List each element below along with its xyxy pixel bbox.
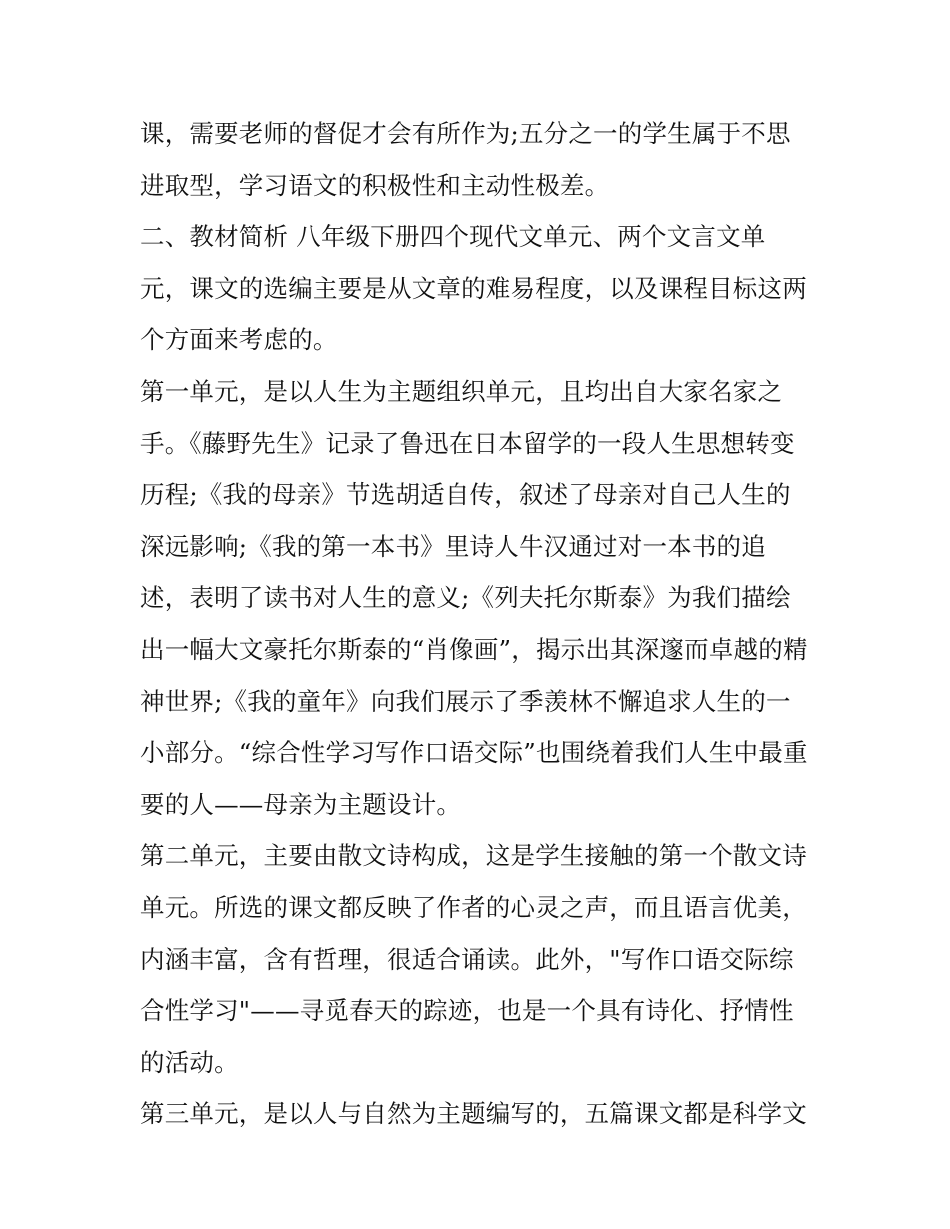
text-line: 进取型，学习语文的积极性和主动性极差。 — [140, 170, 610, 200]
text-line: 课，需要老师的督促才会有所作为;五分之一的学生属于不思 — [140, 119, 791, 148]
text-line: 合性学习"——寻觅春天的踪迹，也是一个具有诗化、抒情性 — [140, 996, 794, 1026]
text-line: 的活动。 — [140, 1047, 239, 1077]
text-line: 手。《藤野先生》记录了鲁迅在日本留学的一段人生思想转变 — [140, 428, 795, 458]
text-line: 小部分。“综合性学习写作口语交际”也围绕着我们人生中最重 — [140, 738, 808, 768]
text-line: 元，课文的选编主要是从文章的难易程度，以及课程目标这两 — [140, 273, 807, 303]
text-line: 第一单元，是以人生为主题组织单元，且均出自大家名家之 — [140, 376, 783, 406]
text-line: 神世界;《我的童年》向我们展示了季羡林不懈追求人生的一 — [140, 686, 791, 716]
body-text — [140, 108, 820, 1140]
text-line: 单元。所选的课文都反映了作者的心灵之声，而且语言优美， — [140, 892, 807, 922]
text-line: 深远影响;《我的第一本书》里诗人牛汉通过对一本书的追 — [140, 531, 766, 561]
text-line: 述，表明了读书对人生的意义;《列夫托尔斯泰》为我们描绘 — [140, 583, 791, 613]
text-line: 内涵丰富，含有哲理，很适合诵读。此外，"写作口语交际综 — [140, 944, 794, 974]
text-line: 出一幅大文豪托尔斯泰的“肖像画”，揭示出其深邃而卓越的精 — [140, 634, 808, 664]
text-line: 个方面来考虑的。 — [140, 325, 338, 355]
text-line: 二、教材简析 八年级下册四个现代文单元、两个文言文单 — [140, 222, 766, 252]
text-line: 要的人——母亲为主题设计。 — [140, 789, 462, 819]
text-line: 历程;《我的母亲》节选胡适自传，叙述了母亲对自己人生的 — [140, 480, 791, 510]
text-line: 第三单元，是以人与自然为主题编写的，五篇课文都是科学文 — [140, 1099, 807, 1129]
text-line: 第二单元，主要由散文诗构成，这是学生接触的第一个散文诗 — [140, 841, 807, 871]
